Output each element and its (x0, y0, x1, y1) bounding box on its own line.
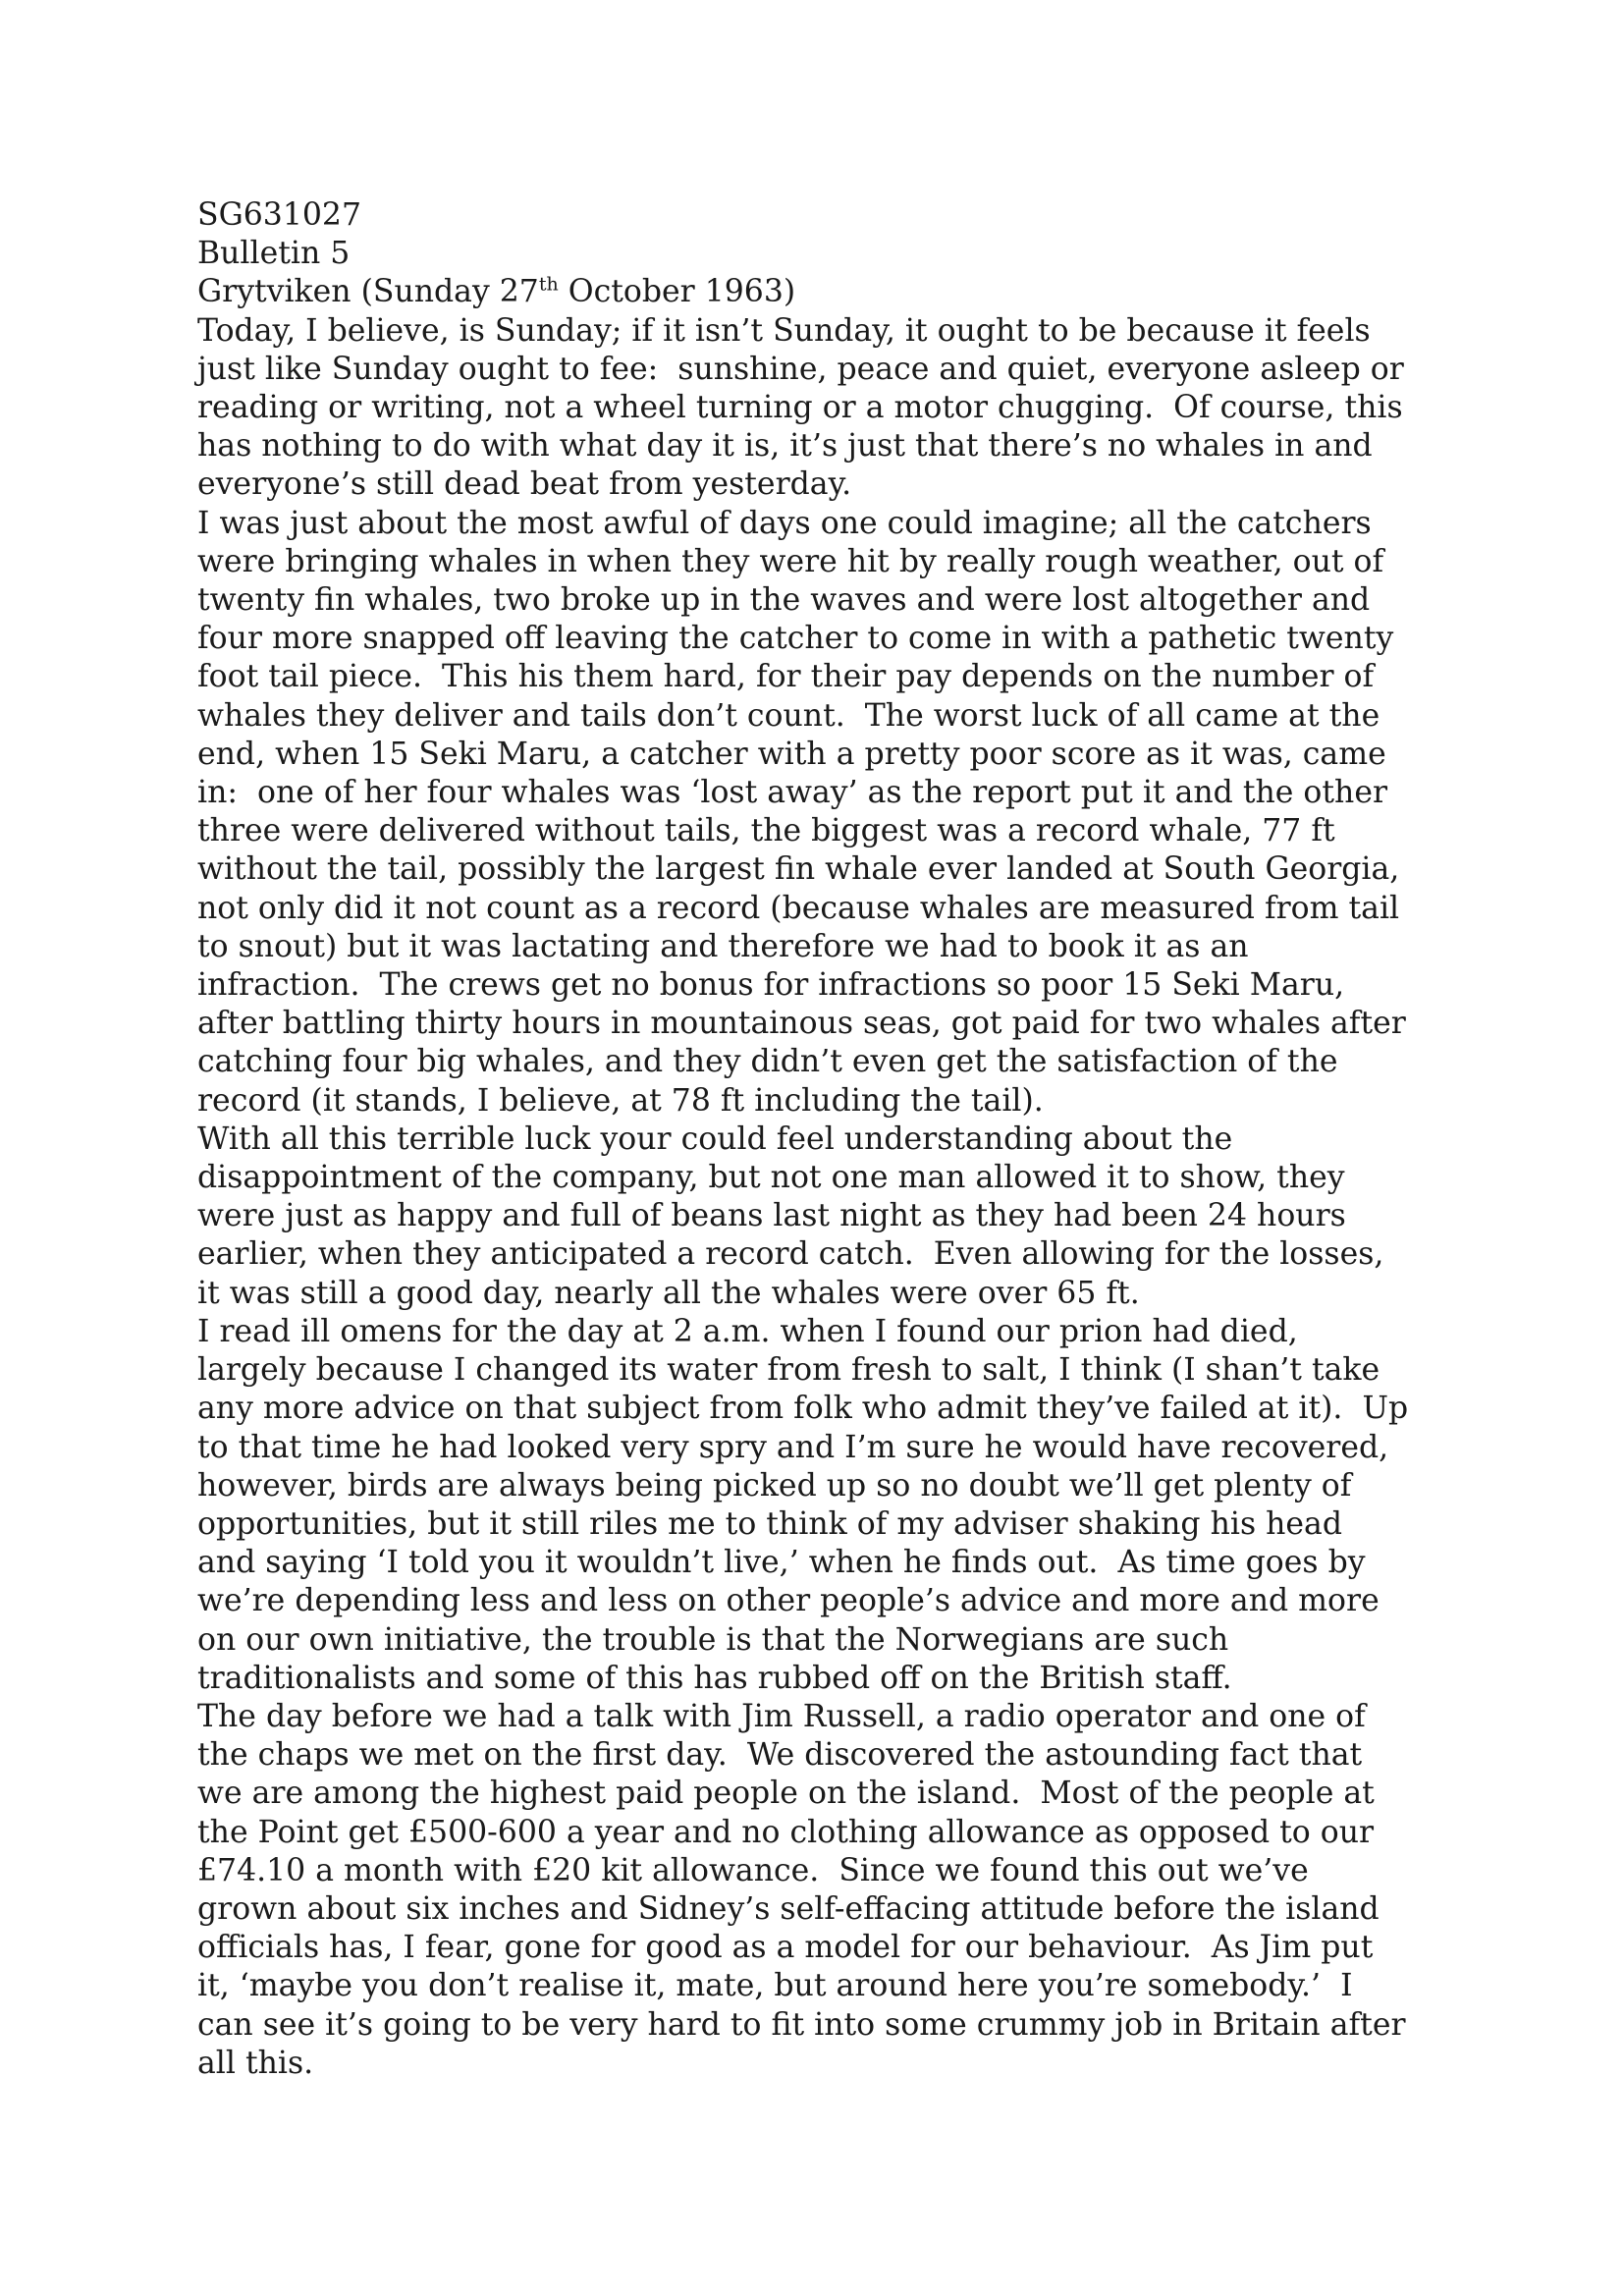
text-line: The day before we had a talk with Jim Russell, a radio operator and one of (197, 1698, 1366, 1734)
text-line: it, ‘maybe you don’t realise it, mate, but around here you’re somebody.’ I (197, 1968, 1353, 2004)
text-line: officials has, I fear, gone for good as a model for our behaviour. As Jim put (197, 1930, 1374, 1966)
text-line: has nothing to do with what day it is, it’s just that there’s no whales in and (197, 428, 1373, 465)
text-line: £74.10 a month with £20 kit allowance. Since we found this out we’ve (197, 1852, 1309, 1888)
text-line: all this. (197, 2045, 314, 2081)
text-line: the chaps we met on the first day. We discovered the astounding fact that (197, 1737, 1363, 1774)
text-line: traditionalists and some of this has rubbed off on the British staff. (197, 1660, 1232, 1696)
date-ordinal-suffix: th (538, 273, 559, 296)
text-line: we are among the highest paid people on the island. Most of the people at (197, 1776, 1375, 1812)
place-date-prefix: Grytviken (Sunday 27 (197, 274, 539, 310)
text-line: not only did it not count as a record (because whales are measured from tail (197, 890, 1400, 926)
paragraph (197, 1121, 1474, 1313)
text-line: earlier, when they anticipated a record catch. Even allowing for the losses, (197, 1236, 1384, 1273)
text-line: and saying ‘I told you it wouldn’t live,’ when he finds out. As time goes by (197, 1545, 1366, 1581)
text-line: I read ill omens for the day at 2 a.m. when I found our prion had died, (197, 1313, 1298, 1349)
text-line: I was just about the most awful of days one could imagine; all the catchers (197, 505, 1372, 541)
text-line: reading or writing, not a wheel turning or a motor chugging. Of course, this (197, 390, 1403, 426)
text-line: four more snapped off leaving the catcher to come in with a pathetic twenty (197, 621, 1394, 657)
text-line: it was still a good day, nearly all the whales were over 65 ft. (197, 1275, 1140, 1311)
text-line: With all this terrible luck your could feel understanding about the (197, 1121, 1233, 1157)
text-line: opportunities, but it still riles me to think of my adviser shaking his head (197, 1505, 1342, 1542)
text-line: foot tail piece. This his them hard, for their pay depends on the number of (197, 659, 1375, 695)
text-line: were bringing whales in when they were hit by really rough weather, out of (197, 543, 1384, 579)
text-line: to snout) but it was lactating and therefore we had to book it as an (197, 928, 1249, 964)
paragraph (197, 312, 1474, 505)
text-line: largely because I changed its water from fresh to salt, I think (I shan’t take (197, 1352, 1380, 1389)
text-line: twenty fin whales, two broke up in the waves and were lost altogether and (197, 582, 1371, 619)
text-line: on our own initiative, the trouble is that the Norwegians are such (197, 1621, 1229, 1658)
document-ref-id: SG631027 (197, 197, 361, 233)
text-line: three were delivered without tails, the biggest was a record whale, 77 ft (197, 813, 1335, 849)
document-page (197, 196, 1474, 2083)
text-line: disappointment of the company, but not one man allowed it to show, they (197, 1160, 1345, 1196)
place-date-heading (197, 273, 1474, 311)
text-line: however, birds are always being picked up so no doubt we’ll get plenty of (197, 1467, 1352, 1503)
document-body (197, 312, 1474, 2083)
text-line: whales they deliver and tails don’t count. The worst luck of all came at the (197, 697, 1380, 734)
text-line: just like Sunday ought to fee: sunshine, peace and quiet, everyone asleep or (197, 351, 1404, 387)
text-line: any more advice on that subject from folk who admit they’ve failed at it). Up (197, 1391, 1409, 1427)
text-line: everyone’s still dead beat from yesterday. (197, 466, 852, 503)
paragraph (197, 1313, 1474, 1698)
bulletin-number: Bulletin 5 (197, 236, 351, 272)
text-line: were just as happy and full of beans last night as they had been 24 hours (197, 1198, 1346, 1234)
text-line: to that time he had looked very spry and I’m sure he would have recovered, (197, 1429, 1389, 1465)
text-line: without the tail, possibly the largest fin whale ever landed at South Georgia, (197, 851, 1400, 888)
paragraph (197, 1698, 1474, 2083)
text-line: the Point get £500-600 a year and no clothing allowance as opposed to our (197, 1814, 1375, 1850)
text-line: we’re depending less and less on other people’s advice and more and more (197, 1583, 1380, 1619)
text-line: infraction. The crews get no bonus for infractions so poor 15 Seki Maru, (197, 967, 1345, 1004)
paragraph (197, 505, 1474, 1121)
text-line: can see it’s going to be very hard to fit into some crummy job in Britain after (197, 2006, 1406, 2043)
text-line: record (it stands, I believe, at 78 ft including the tail). (197, 1082, 1044, 1119)
text-line: catching four big whales, and they didn’t even get the satisfaction of the (197, 1044, 1338, 1080)
text-line: Today, I believe, is Sunday; if it isn’t Sunday, it ought to be because it feels (197, 312, 1371, 349)
text-line: in: one of her four whales was ‘lost away’ as the report put it and the other (197, 775, 1388, 811)
place-date-suffix: October 1963) (558, 274, 796, 310)
text-line: end, when 15 Seki Maru, a catcher with a pretty poor score as it was, came (197, 736, 1386, 772)
text-line: after battling thirty hours in mountainous seas, got paid for two whales after (197, 1006, 1406, 1042)
text-line: grown about six inches and Sidney’s self-effacing attitude before the island (197, 1890, 1380, 1927)
